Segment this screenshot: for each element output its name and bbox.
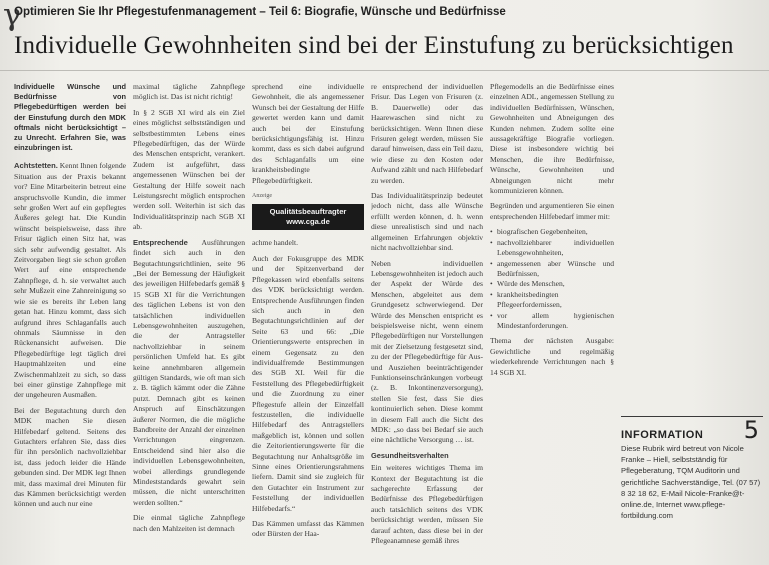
information-header [621, 416, 763, 444]
ad-title: Qualitätsbeauftragter [269, 207, 347, 217]
information-box [621, 416, 763, 521]
paragraph-text: Kennt Ihnen folgende Situation aus der Praxis bekannt vor? Eine Mitarbeiterin betreut eine anspruchsvolle Kundin, die immer sehr großen Wert auf ein gepflegtes Äußeres gelegt hat. Die Kundin wünscht beispielsweise, dass ihre Frisur täglich einen Sitz hat, was sich sehr aufwendig gestaltet. Als Zeitvorgaben liegt sie schon großen Wert auf eine entsprechende Zahnpflege, d. h. sie verwaltet auch sehr Mußzeit eine Zahnreinigung so wie sie es bereits ihr Leben lang getan hat. Hinzu kommt, dass sich aufgrund ihres Schlaganfalls auch ohnmals Säumnisse in den Rückenansicht aufweisen. Die Pflegebedürftige legt täglich drei Hauptmahlzeiten und eine Zwischenmahlzeit zu sich, so dass bei einer günstige Zahnpflege mit der ungeheuren Ausmaßen. [14, 161, 126, 400]
series-part-number: 5 [743, 416, 759, 444]
headline-rule [0, 70, 769, 71]
paragraph [133, 238, 245, 509]
ad-label: Anzeige [252, 193, 272, 200]
information-title: INFORMATION [621, 429, 704, 441]
paragraph: Das Individualitätsprinzip bedeutet jedoch nicht, dass alle Wünsche erfüllt werden können, d. h. wenn diese unrealistisch sind und nach allgemeinen Erfahrungen objektiv nicht nachvollziehbar sind. [371, 191, 483, 253]
ad-url: www.cga.de [286, 217, 330, 227]
column-2 [133, 82, 245, 562]
paragraph [14, 161, 126, 400]
paragraph: Bei der Begutachtung durch den MDK machen Sie diesen Hilfebedarf geltend. Seitens des Gutachters erfahren Sie, dass dies für ihn persönlich nachvollziehbar ist, dass jedoch leider die Hände gebunden sind. Der MDK legt Ihnen mit, dass maximal drei Minuten für das Kämmen berücksichtigt werden können und auch nur eine [14, 405, 126, 509]
dateline: Achtstetten. [14, 161, 58, 171]
article-lead: Individuelle Wünsche und Bedürfnisse von Pflegebedürftigen werden bei der Einstufung durch den MDK oftmals nicht berücksichtigt – zu Unrecht. Erfahren Sie, was einzubringen ist. [14, 82, 126, 153]
list-item: • krankheitsbedingten Pflegeerfordernissen, [490, 290, 614, 311]
paragraph: Das Kämmen umfasst das Kämmen oder Bürsten der Haa- [252, 519, 364, 539]
paragraph: Begründen und argumentieren Sie einen entsprechenden Hilfebedarf immer mit: [490, 201, 614, 221]
column-4 [371, 82, 483, 562]
column-3 [252, 82, 364, 562]
argument-list [490, 227, 614, 331]
paragraph: sprechend eine individuelle Gewohnheit, die als angemessener Wunsch bei der Gestaltung der Hilfe gewertet werden kann und damit auch bei der Einstufung berücksichtigungsfähig ist. Hinzu kommt, dass es sich dabei aufgrund des Schlaganfalls um eine krankheitsbedingte Pflegebedürftigkeit. [252, 82, 364, 185]
author-contact: Diese Rubrik wird betreut von Nicole Franke – Hiell, selbstständig für Pflegeberatung, TQM Auditorin und gerichtliche Sachverständige, Tel. (07 57) 8 32 18 62, E-Mail Nicole-Franke@t-online.de, Internet www.pflege-fortbildung.com [621, 444, 761, 521]
section-subhead: Gesundheitsverhalten [371, 450, 449, 460]
paragraph: re entsprechend der individuellen Frisur. Das Legen von Frisuren (z. B. Dauerwelle) oder das Haarewaschen sind nicht zu berücksichtigen. Wenn Ihnen diese Frisuren gelegt werden, müssen Sie darauf hinweisen, dass ein Teil dazu, wie diese zu den Kosten oder Aufwand zählt und nach Hilfebedarf zu werden. [371, 82, 483, 185]
paragraph: In § 2 SGB XI wird als ein Ziel eines möglichst selbstständigen und selbstbestimmten Lebens eines Pflegebedürftigen, das der Würde des Menschen entspricht, verankert. Zudem ist aufgeführt, dass angemessenen Wünschen bei der Gestaltung der Hilfe soweit nach Leistungsrecht möglich entsprochen werden soll. Weiterhin ist sich das Individualitätsprinzip nach SGB XI ab. [133, 107, 245, 232]
article-headline: Individuelle Gewohnheiten sind bei der Einstufung zu berücksichtigen [14, 32, 734, 59]
list-item: • vor allem hygienischen Mindestanforderungen. [490, 311, 614, 332]
paragraph: Die einmal tägliche Zahnpflege nach den Mahlzeiten ist demnach [133, 513, 245, 533]
list-item: • nachvollziehbarer individuellen Lebensgewohnheiten, [490, 238, 614, 259]
paragraph: Neben individuellen Lebensgewohnheiten ist jedoch auch der Aspekt der Würde des Menschen, abgeleitet aus dem Grundgesetz schwerwiegend. Der Würde des Menschen entspricht es beispielsweise nicht, wenn einem Pflegebedürftigen nur Vorstellungen mit der Zielsetzung festgesetzt sind, zu der der Pflegebedürftige für Aus- und Ausziehen beeinträchtigender Funktionseinschränkungen vorbeugt (z. B. Inkontinenzversorgung), stellen Sie fest, dass Sie dies kontinuierlich sehen. Diese kommt in diesem Fall auch die Sicht des MDK: „so dass bei Bedarf sie auch eine nächtliche Versorgung … ist. [371, 258, 483, 445]
paragraph: Pflegemodells an die Bedürfnisse eines einzelnen ADL, angemessen Stellung zu individuellen Bedürfnissen, Wünschen, Gewohnheiten und Abneigungen des Kunden nehmen. Zudem sollte eine aussagekräftige Biografie vorliegen. Diese ist insbesondere wichtig bei Menschen, die ihre Bedürfnisse, Wünsche, Gewohnheiten und Abneigungen nicht mehr kommunizieren können. [490, 82, 614, 196]
list-item: • biografischen Gegebenheiten, [490, 227, 614, 237]
handwritten-mark: γ [3, 0, 21, 33]
run-in: Entsprechende [133, 237, 188, 247]
paragraph: maximal tägliche Zahnpflege möglich ist. Das ist nicht richtig! [133, 82, 245, 102]
paragraph-text: Ausführungen findet sich auch in den Begutachtungsrichtlinien, seite 96 „Bei der Bemessung der Häufigkeit des jeweiligen Hilfebedarfs gemäß § 15 SGB XI für die Verrichtungen des täglichen Lebens ist von den tatsächlichen individuellen Lebensgewohnheiten auszugehen, die der Antragsteller nachvollziehbar in seinem persönlichen Umfeld hat. Es gibt keine annehmbaren allgemein gültigen Standards, wie oft man sich z. B. täglich kämmt oder die Zähne putzt. Demnach gibt es keinen Anspruch auf Einschätzungen äußerer Normen, die die mögliche Bandbreite der Anzahl der einzelnen Verrichtungen eingrenzen. Entscheidend sind hier also die individuellen Lebensgewohnheiten, wobei allerdings grundlegende Mindeststandards gewahrt sein müssen, die nicht unterschritten werden sollten.“ [133, 237, 245, 507]
column-5 [490, 82, 614, 562]
series-kicker: Optimieren Sie Ihr Pflegestufenmanagement – Teil 6: Biografie, Wünsche und Bedürfnisse [14, 6, 506, 18]
paragraph: Auch der Fokusgruppe des MDK und der Spitzenverband der Pflegekassen wird ebenfalls seitens des VDK berücksichtigt werden. Entsprechende Ausführungen finden sich auch in den Begutachtungsrichtlinien auf der Seite 63 und 66: „Die Orientierungswerte entsprechen in einem Gegensatz zu den individualfremde Bestimmungen des SGB XI. Weil für die Feststellung des Pflegebedürftigkeit und die Zuordnung zu einer Pflegestufe allein der Einzelfall festzustellen, die individuelle Hilfebedarf des Antragstellers maßgeblich ist, können und sollen die Zeitorientierungswerte für die Begutachtung nur Anhaltsgröße im Sinne eines Orientierungsrahmens liefern. Damit sind sie zugleich für den Gutachter ein Instrument zur Feststellung der individuellen Hilfebedarfs.“ [252, 253, 364, 513]
paragraph: Ein weiteres wichtiges Thema im Kontext der Begutachtung ist die sachgerechte Erfassung der Bedürfnisse des Pflegebedürftigen auch tatsächlich seitens des VDK berücksichtigt werden, müssen Sie darauf achten, dass diese bei in der Pflegeanamnese gemäß ihres [371, 463, 483, 546]
advertisement-banner[interactable] [252, 204, 364, 230]
paragraph: Thema der nächsten Ausgabe: Gewichtliche und regelmäßig wiederkehrende Verrichtungen nach § 14 SGB XI. [490, 336, 614, 377]
list-item: • Würde des Menschen, [490, 279, 614, 289]
column-1 [14, 82, 126, 562]
list-item: • angemessenen aber Wünsche und Bedürfnissen, [490, 259, 614, 280]
paragraph: achme handelt. [252, 238, 298, 248]
